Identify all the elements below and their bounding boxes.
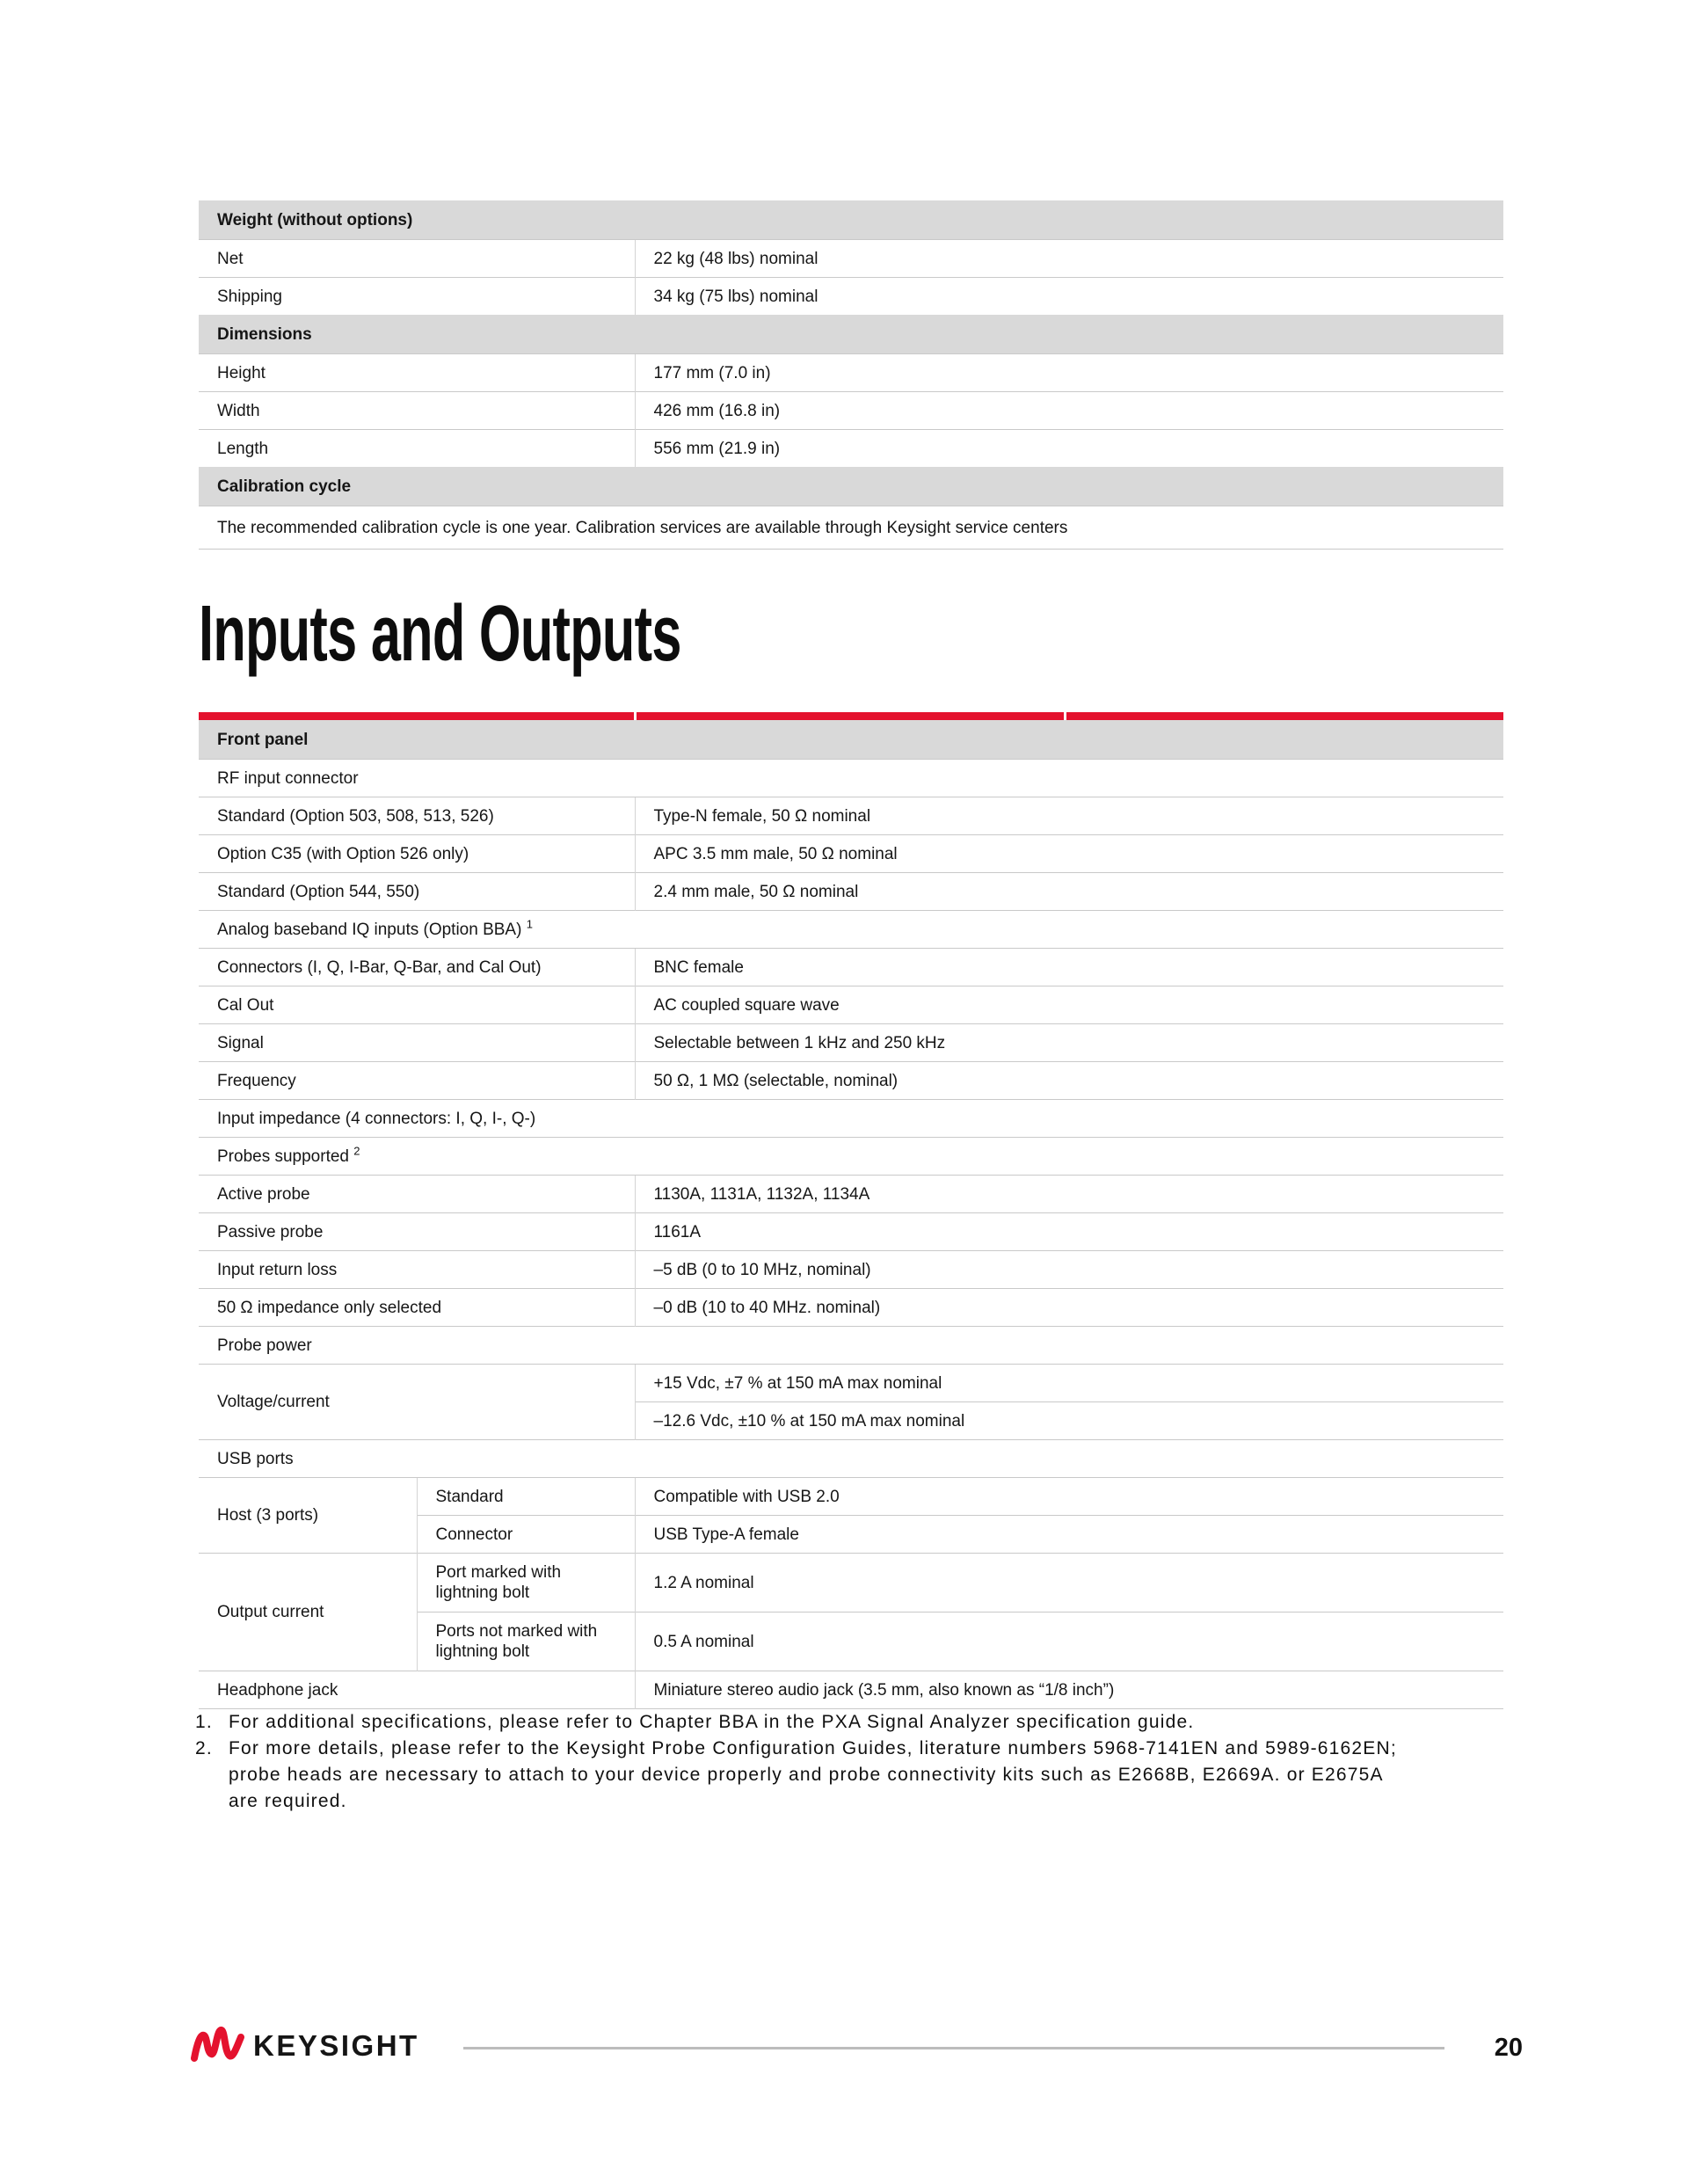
spec-row [199, 1365, 1503, 1402]
spec-value-cell: 2.4 mm male, 50 Ω nominal [635, 873, 1503, 911]
spec-value-cell: 1130A, 1131A, 1132A, 1134A [635, 1176, 1503, 1213]
group-label-cell: USB ports [199, 1440, 1503, 1478]
spec-row [199, 797, 1503, 835]
spec-row [199, 1062, 1503, 1100]
accent-bar-gap [634, 712, 637, 720]
group-label-text: Analog baseband IQ inputs (Option BBA) [217, 920, 527, 939]
spec-value-cell: 1161A [635, 1213, 1503, 1251]
spec-row [199, 1176, 1503, 1213]
table-section-header-row [199, 467, 1503, 506]
section-title-wrap [199, 590, 1503, 678]
footnote-marker: 1 [526, 917, 533, 931]
weight-dimensions-table-wrap [199, 200, 1503, 550]
calibration-note-cell: The recommended calibration cycle is one year. Calibration services are available through Keysight service centers [199, 506, 1503, 550]
spec-label-cell: Active probe [199, 1176, 635, 1213]
spec-sublabel-cell: Connector [417, 1516, 635, 1554]
footer-rule [463, 2047, 1444, 2049]
spec-label-cell: Connectors (I, Q, I-Bar, Q-Bar, and Cal Out) [199, 949, 635, 986]
spec-row [199, 354, 1503, 392]
spec-row [199, 1138, 1503, 1176]
table-section-header-row [199, 315, 1503, 354]
spec-label-cell: Passive probe [199, 1213, 635, 1251]
footnote-text [229, 1736, 1397, 1815]
spec-label-cell: 50 Ω impedance only selected [199, 1289, 635, 1327]
spec-row [199, 1213, 1503, 1251]
spec-row [199, 949, 1503, 986]
group-label-cell: Probe power [199, 1327, 1503, 1365]
spec-label-cell: Shipping [199, 278, 635, 316]
spec-row [199, 1554, 1503, 1613]
spec-value-cell: 22 kg (48 lbs) nominal [635, 240, 1503, 278]
spec-label-cell: Signal [199, 1024, 635, 1062]
spec-row [199, 1440, 1503, 1478]
footnote [195, 1736, 1567, 1815]
spec-value-cell: USB Type-A female [635, 1516, 1503, 1554]
spec-label-cell: Height [199, 354, 635, 392]
spec-value-cell: 34 kg (75 lbs) nominal [635, 278, 1503, 316]
table-section-header-row [199, 720, 1503, 760]
spec-value-cell: Type-N female, 50 Ω nominal [635, 797, 1503, 835]
spec-sublabel-cell: Ports not marked with lightning bolt [417, 1613, 635, 1671]
spec-label-cell: Frequency [199, 1062, 635, 1100]
section-header-cell: Front panel [199, 720, 1503, 760]
footnote-text [229, 1709, 1194, 1736]
spec-value-cell: 177 mm (7.0 in) [635, 354, 1503, 392]
spec-sublabel-cell: Standard [417, 1478, 635, 1516]
spec-row [199, 278, 1503, 316]
spec-value-cell: BNC female [635, 949, 1503, 986]
spec-row [199, 1671, 1503, 1709]
group-label-cell: RF input connector [199, 760, 1503, 797]
spec-sublabel-cell: Port marked with lightning bolt [417, 1554, 635, 1613]
spec-value-cell: 426 mm (16.8 in) [635, 392, 1503, 430]
front-panel-table [199, 720, 1503, 1709]
spec-label-cell: Headphone jack [199, 1671, 635, 1709]
spec-row [199, 1251, 1503, 1289]
spec-value-cell: Selectable between 1 kHz and 250 kHz [635, 1024, 1503, 1062]
spec-row [199, 1024, 1503, 1062]
spec-label-cell: Host (3 ports) [199, 1478, 417, 1554]
spec-row [199, 1478, 1503, 1516]
section-header-cell: Calibration cycle [199, 467, 1503, 506]
spec-value-cell: +15 Vdc, ±7 % at 150 mA max nominal [635, 1365, 1503, 1402]
spec-label-cell: Option C35 (with Option 526 only) [199, 835, 635, 873]
spec-row [199, 873, 1503, 911]
spec-row [199, 1289, 1503, 1327]
spec-row [199, 986, 1503, 1024]
footnote-marker: 2 [353, 1144, 360, 1158]
group-label-cell [199, 1138, 1503, 1176]
spec-label-cell: Net [199, 240, 635, 278]
footnote [195, 1709, 1567, 1736]
section-title: Inputs and Outputs [199, 590, 681, 678]
spec-value-cell: 0.5 A nominal [635, 1613, 1503, 1671]
footnote-line: For more details, please refer to the Keysight Probe Configuration Guides, literature numbers 5968-7141EN and 5989-6162EN; [229, 1738, 1397, 1758]
group-label-cell [199, 911, 1503, 949]
spec-label-cell: Voltage/current [199, 1365, 635, 1440]
footnote-number: 2. [195, 1738, 213, 1758]
spec-row [199, 835, 1503, 873]
spec-row [199, 430, 1503, 468]
spec-value-cell: Compatible with USB 2.0 [635, 1478, 1503, 1516]
table-accent-bar [199, 712, 1503, 720]
front-panel-table-wrap [199, 712, 1503, 1709]
spec-value-cell: –0 dB (10 to 40 MHz. nominal) [635, 1289, 1503, 1327]
spec-label-cell: Input return loss [199, 1251, 635, 1289]
spec-label-cell: Standard (Option 503, 508, 513, 526) [199, 797, 635, 835]
spec-value-cell: APC 3.5 mm male, 50 Ω nominal [635, 835, 1503, 873]
spec-value-cell: 1.2 A nominal [635, 1554, 1503, 1613]
footnote-line: are required. [229, 1791, 347, 1811]
brand-name: KEYSIGHT [253, 2029, 419, 2062]
spec-row [199, 760, 1503, 797]
footnote-number: 1. [195, 1712, 213, 1732]
spec-label-cell: Length [199, 430, 635, 468]
spec-label-cell: Cal Out [199, 986, 635, 1024]
section-header-cell: Weight (without options) [199, 200, 1503, 240]
spec-label-cell: Output current [199, 1554, 417, 1671]
spec-label-cell: Standard (Option 544, 550) [199, 873, 635, 911]
keysight-spark-icon [191, 2025, 245, 2067]
footnote-line: probe heads are necessary to attach to your device properly and probe connectivity kits such as E2668B, E2669A. or E2675A [229, 1765, 1384, 1785]
spec-value-cell: –5 dB (0 to 10 MHz, nominal) [635, 1251, 1503, 1289]
spec-row [199, 392, 1503, 430]
spec-row [199, 240, 1503, 278]
table-section-header-row [199, 200, 1503, 240]
spec-row [199, 506, 1503, 550]
spec-row [199, 1327, 1503, 1365]
weight-dimensions-table [199, 200, 1503, 550]
spec-row [199, 911, 1503, 949]
section-header-cell: Dimensions [199, 315, 1503, 354]
footnotes [195, 1709, 1567, 1815]
keysight-logo [191, 2025, 245, 2067]
group-label-cell: Input impedance (4 connectors: I, Q, I-, Q-) [199, 1100, 1503, 1138]
spec-row [199, 1100, 1503, 1138]
footnote-line: For additional specifications, please refer to Chapter BBA in the PXA Signal Analyzer specification guide. [229, 1712, 1195, 1732]
spec-value-cell: 50 Ω, 1 MΩ (selectable, nominal) [635, 1062, 1503, 1100]
spec-value-cell: 556 mm (21.9 in) [635, 430, 1503, 468]
accent-bar-gap [1064, 712, 1066, 720]
spec-value-cell: Miniature stereo audio jack (3.5 mm, also known as “1/8 inch”) [635, 1671, 1503, 1709]
spec-value-cell: AC coupled square wave [635, 986, 1503, 1024]
group-label-text: Probes supported [217, 1147, 354, 1166]
page-number: 20 [1494, 2034, 1523, 2062]
spec-value-cell: –12.6 Vdc, ±10 % at 150 mA max nominal [635, 1402, 1503, 1440]
spec-label-cell: Width [199, 392, 635, 430]
